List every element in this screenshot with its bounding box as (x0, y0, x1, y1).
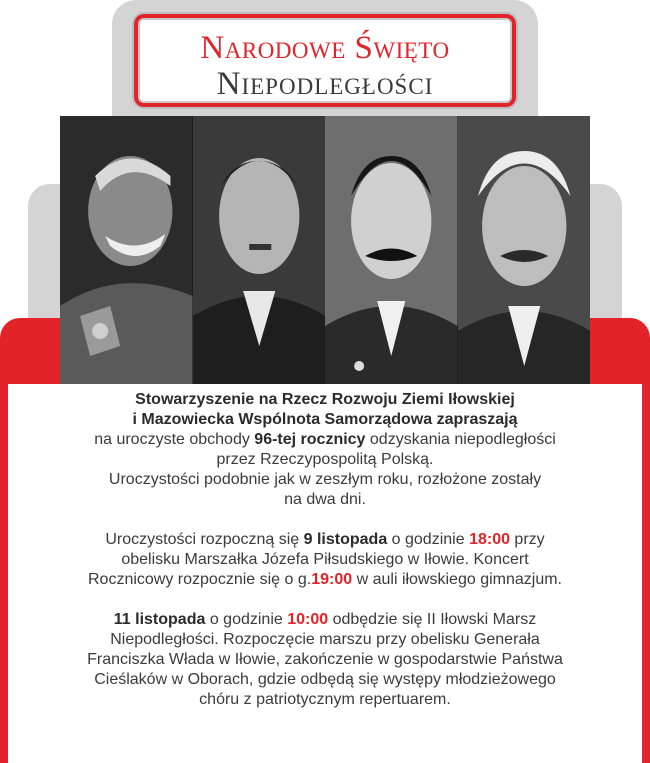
intro-line-5: Uroczystości podobnie jak w zeszłym roku, rozłożone zostały (108, 471, 542, 488)
title-banner (138, 18, 512, 103)
day1-text: o godzinie (387, 531, 470, 548)
day2-line-5: chóru z patriotycznym repertuarem. (199, 691, 451, 708)
day1-line-1 (8, 530, 642, 550)
intro-line-6: na dwa dni. (284, 491, 366, 508)
portrait-4-icon (458, 116, 591, 384)
day2-text: o godzinie (205, 611, 288, 628)
day1-text: przy (509, 531, 545, 548)
title-line-1: Narodowe Święto (200, 30, 450, 66)
announcement-text (8, 384, 642, 763)
intro-line-4: przez Rzeczypospolitą Polską. (216, 451, 434, 468)
spacer (8, 590, 642, 610)
day2-text: odbędzie się II Iłowski Marsz (328, 611, 537, 628)
spacer (8, 510, 642, 530)
intro-line-3 (8, 430, 642, 450)
portrait-strip (60, 116, 590, 384)
day1-text: Rocznicowy rozpocznie się o g. (88, 571, 312, 588)
day1-date: 9 listopada (303, 531, 388, 548)
day2-line-4: Cieślaków w Oborach, gdzie odbędą się występy młodzieżowego (94, 671, 556, 688)
anniversary-highlight: 96-tej rocznicy (254, 431, 366, 448)
day1-line-3 (8, 570, 642, 590)
day2-time: 10:00 (287, 611, 329, 628)
intro-text: na uroczyste obchody (94, 431, 255, 448)
portrait-2-icon (193, 116, 326, 384)
day2-line-1 (8, 610, 642, 630)
day1-text: w auli iłowskiego gimnazjum. (352, 571, 562, 588)
day1-line-2: obelisku Marszałka Józefa Piłsudskiego w Iłowie. Koncert (121, 551, 529, 568)
concert-time: 19:00 (311, 571, 353, 588)
day1-time: 18:00 (469, 531, 510, 548)
day2-line-3: Franciszka Włada w Iłowie, zakończenie w gospodarstwie Państwa (87, 651, 563, 668)
intro-text: odzyskania niepodległości (365, 431, 556, 448)
organizer-line-2: i Mazowiecka Wspólnota Samorządowa zapraszają (132, 411, 518, 428)
day1-text: Uroczystości rozpoczną się (105, 531, 304, 548)
organizer-line-1: Stowarzyszenie na Rzecz Rozwoju Ziemi Iłowskiej (135, 391, 515, 408)
day2-line-2: Niepodległości. Rozpoczęcie marszu przy obelisku Generała (110, 631, 540, 648)
portrait-1-icon (60, 116, 193, 384)
day2-date: 11 listopada (113, 611, 206, 628)
portrait-3-icon (325, 116, 458, 384)
title-line-2: Niepodległości (216, 66, 434, 102)
